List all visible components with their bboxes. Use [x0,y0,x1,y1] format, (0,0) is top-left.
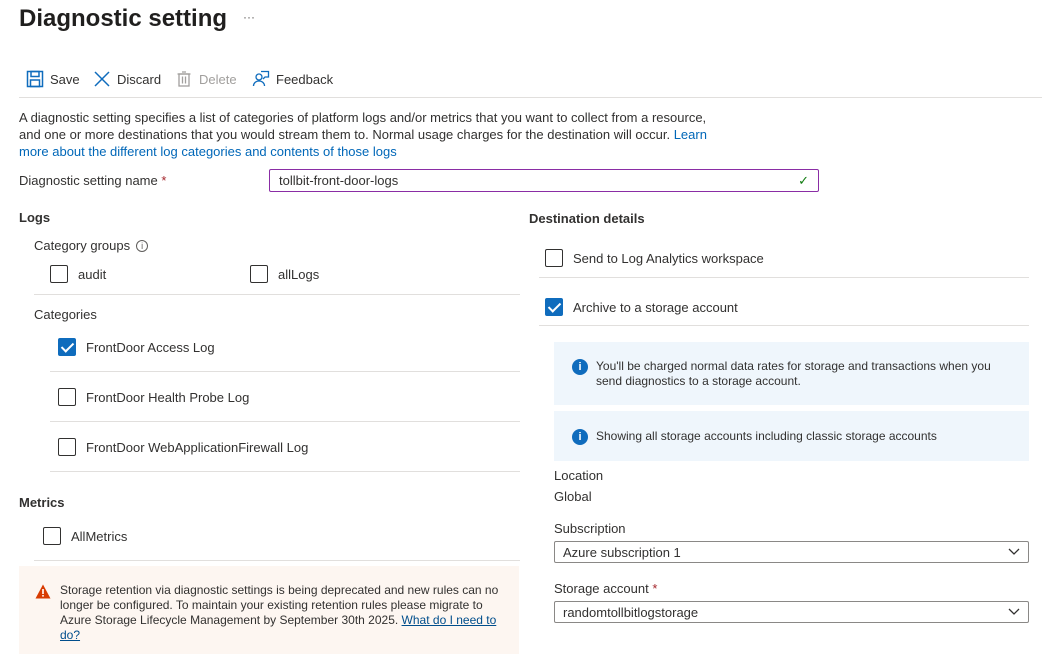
subscription-value: Azure subscription 1 [563,544,681,560]
setting-name-value: tollbit-front-door-logs [279,173,399,188]
required-marker: * [652,581,658,596]
feedback-icon [252,70,270,88]
subscription-label: Subscription [554,521,626,536]
option-label: Archive to a storage account [573,299,738,315]
group-label: audit [78,266,107,282]
category-access-log[interactable] [58,338,215,356]
log-analytics-option[interactable] [545,249,764,267]
info-icon[interactable]: i [136,240,148,252]
category-label: FrontDoor Access Log [86,339,215,355]
checkbox[interactable] [58,388,76,406]
what-to-do-link[interactable]: What do I need to do? [60,613,497,642]
page-title: Diagnostic setting [19,5,228,32]
category-groups-label [34,238,148,253]
deprecation-warning [19,566,519,654]
divider [50,371,520,372]
categories-label: Categories [34,307,97,322]
storage-account-value: randomtollbitlogstorage [563,604,699,620]
metric-label: AllMetrics [71,528,128,544]
delete-button[interactable] [175,70,237,88]
feedback-button[interactable] [252,70,333,88]
name-label-text: Diagnostic setting name [19,173,158,188]
classic-accounts-info [554,411,1029,461]
discard-label: Discard [117,71,162,87]
divider [539,277,1029,278]
warning-message: Storage retention via diagnostic settings is being deprecated and new rules can no longer be configured. To maintain your existing retention rules please migrate to Azure Storage Lifecycle Management by September 30th 2025. [60,583,499,627]
required-marker: * [161,173,167,188]
intro-text [19,109,719,160]
warning-text [60,583,501,654]
storage-account-dropdown[interactable] [554,601,1029,623]
divider [50,471,520,472]
learn-more-link[interactable]: Learn more about the different log categories and contents of those logs [19,127,707,159]
save-icon [26,70,44,88]
checkbox[interactable] [545,249,563,267]
option-label: Send to Log Analytics workspace [573,250,764,266]
save-button[interactable] [26,70,80,88]
metric-allmetrics[interactable] [43,527,127,545]
destination-heading: Destination details [529,211,645,226]
divider [34,294,520,295]
logs-heading: Logs [19,210,51,225]
storage-account-option[interactable] [545,298,738,316]
checkbox[interactable] [50,265,68,283]
category-groups-text: Category groups [34,238,131,253]
subscription-dropdown[interactable] [554,541,1029,563]
group-audit[interactable] [50,265,106,283]
location-label: Location [554,468,604,483]
category-health-probe-log[interactable] [58,388,249,406]
intro-description: A diagnostic setting specifies a list of categories of platform logs and/or metrics that you want to collect from a resource, and one or more destinations that you would stream them to. Normal usage charges for the destination will occur. [19,110,707,142]
category-label: FrontDoor Health Probe Log [86,389,250,405]
trash-icon [175,70,193,88]
close-icon [93,70,111,88]
checkbox[interactable] [58,438,76,456]
group-alllogs[interactable] [250,265,319,283]
delete-label: Delete [199,71,237,87]
more-options-button[interactable]: ··· [243,10,255,24]
location-value: Global [554,489,592,504]
divider [50,421,520,422]
checkbox[interactable] [43,527,61,545]
feedback-label: Feedback [276,71,334,87]
toolbar-divider [19,97,1042,98]
metrics-heading: Metrics [19,495,65,510]
checkbox[interactable] [250,265,268,283]
info-text: You'll be charged normal data rates for storage and transactions when you send diagnostics to a storage account. [596,359,991,388]
category-waf-log[interactable] [58,438,308,456]
divider [539,325,1029,326]
category-label: FrontDoor WebApplicationFirewall Log [86,439,309,455]
info-icon: i [572,359,588,375]
checkbox-checked[interactable] [545,298,563,316]
checkbox-checked[interactable] [58,338,76,356]
name-label [19,173,166,188]
save-label: Save [50,71,80,87]
storage-charges-info [554,342,1029,405]
divider [34,560,520,561]
warning-icon [35,584,51,599]
storage-label-text: Storage account [554,581,649,596]
chevron-down-icon [1008,608,1020,616]
storage-account-label [554,581,657,596]
setting-name-input[interactable] [269,169,819,192]
info-icon: i [572,429,588,445]
check-valid-icon: ✓ [798,173,809,188]
info-text: Showing all storage accounts including classic storage accounts [596,429,937,443]
discard-button[interactable] [93,70,161,88]
group-label: allLogs [278,266,320,282]
chevron-down-icon [1008,548,1020,556]
